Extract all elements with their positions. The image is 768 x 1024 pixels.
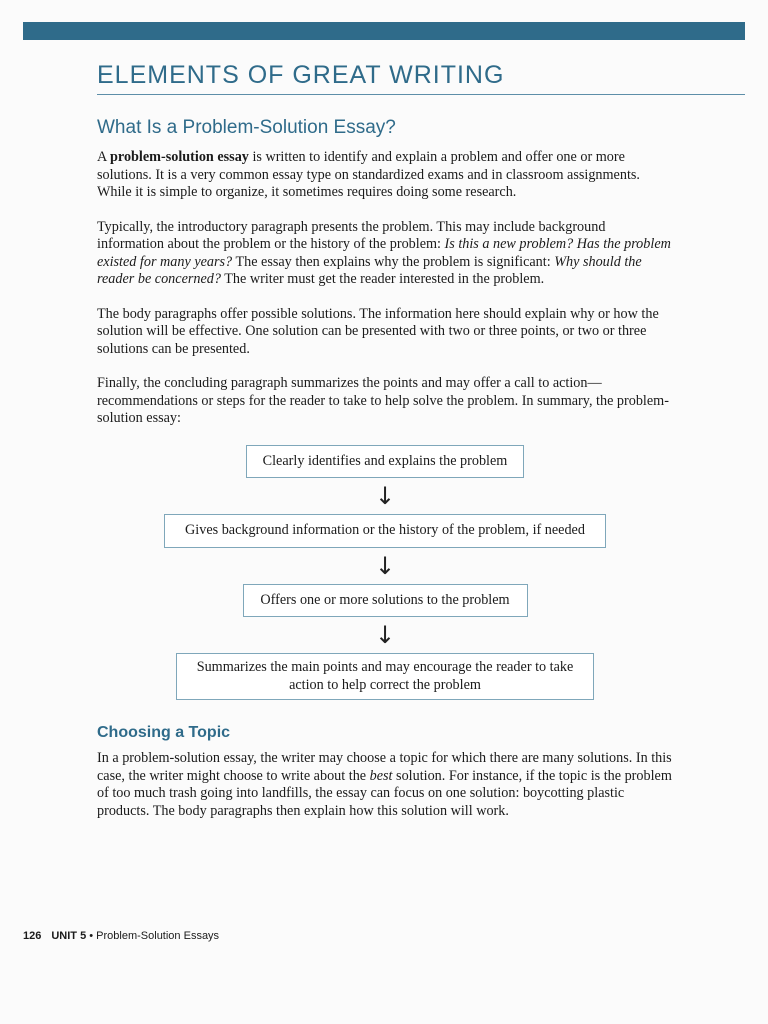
text-run: In a problem-solution essay, the writer may choose a topic for which there are many solutions. In this case, the writer might choose to write about the (97, 750, 672, 784)
down-arrow-icon: ↓ (374, 551, 396, 580)
choosing-topic-heading: Choosing a Topic (97, 724, 231, 741)
page-heading: What Is a Problem-Solution Essay? (97, 117, 396, 138)
page-number: 126 (23, 930, 42, 942)
italic-word: best (369, 767, 393, 784)
chapter-title: Problem-Solution Essays (96, 930, 220, 942)
bold-term: problem-solution essay (110, 149, 249, 165)
flow-step-2: Gives background information or the history of the problem, if needed (164, 514, 606, 548)
flow-step-3: Offers one or more solutions to the problem (243, 584, 528, 618)
main-content (97, 114, 673, 837)
down-arrow-icon: ↓ (374, 482, 396, 510)
text-run: Typically, the introductory paragraph presents the problem. This may include background information about the problem or the history of the problem: (97, 218, 606, 252)
italic-question: Is this a new problem? Has the problem existed for many years? (97, 236, 671, 270)
intro-paragraph (97, 149, 673, 202)
choosing-topic-paragraph (97, 750, 673, 820)
concluding-paragraph-description: Finally, the concluding paragraph summarizes the points and may offer a call to action—recommendations or steps for the reader to take to help solve the problem. In summary, the problem-solution essay: (97, 375, 669, 426)
text-run: is written to identify and explain a problem and offer one or more solutions. It is a very common essay type on standardized exams and in classroom assignments. While it is simple to organize, it sometimes requires doing some research. (97, 149, 640, 200)
unit-label: UNIT 5 (51, 930, 87, 942)
text-run: The writer must get the reader interested in the problem. (220, 271, 545, 287)
flow-diagram (97, 445, 673, 701)
footer-bullet: • (86, 930, 97, 942)
body-paragraph-description: The body paragraphs offer possible solutions. The information here should explain why or how the solution will be effective. One solution can be presented with two or three points, or two or three solutions can be presented. (97, 305, 659, 357)
italic-question: Why should the reader be concerned? (97, 253, 642, 287)
text-run: The essay then explains why the problem is significant: (232, 253, 555, 270)
text-run: A (97, 149, 111, 165)
introductory-paragraph-description (97, 219, 673, 289)
text-run: solution. For instance, if the topic is the problem of too much trash going into landfills, the essay can focus on one solution: boycotting plastic products. The body paragraphs then explain how this solution will work. (97, 767, 672, 819)
top-color-bar (23, 22, 745, 40)
flow-step-4: Summarizes the main points and may encourage the reader to take action to help correct the problem (176, 653, 594, 700)
section-title: ELEMENTS OF GREAT WRITING (97, 61, 505, 89)
page-footer (23, 930, 219, 942)
section-header (97, 60, 745, 95)
flow-step-1: Clearly identifies and explains the problem (246, 445, 524, 479)
down-arrow-icon: ↓ (374, 621, 396, 649)
